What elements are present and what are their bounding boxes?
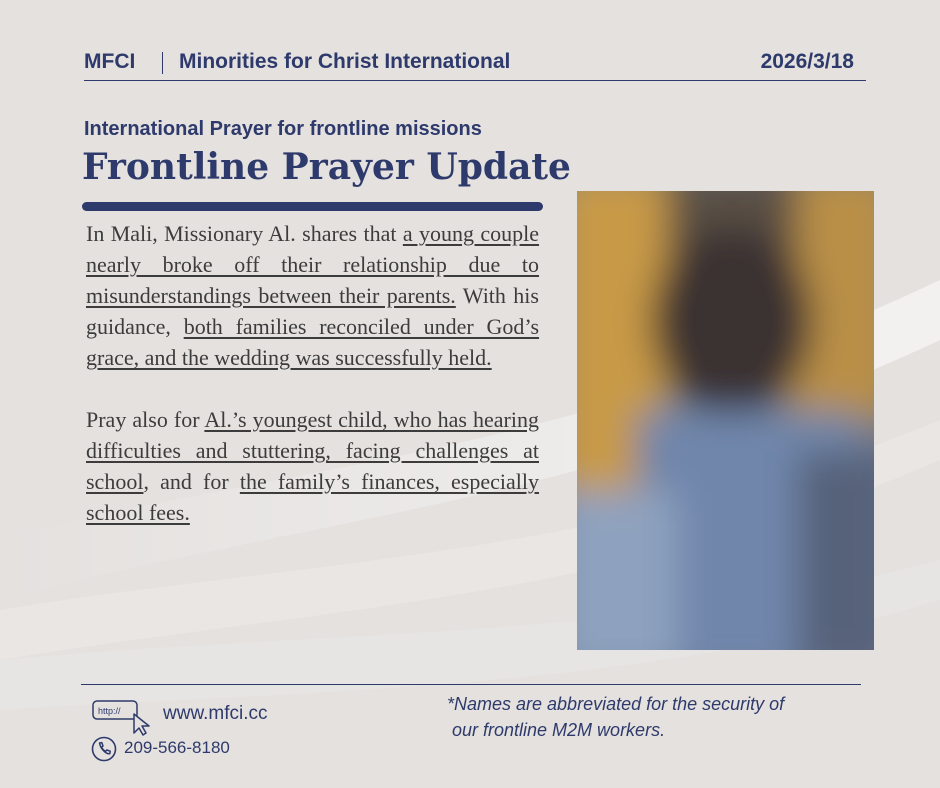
story-text: Pray also for <box>86 407 205 432</box>
story-body <box>86 218 539 528</box>
page-title: Frontline Prayer Update <box>82 146 571 188</box>
blurred-person-photo <box>577 191 874 650</box>
disclaimer-line-2: our frontline M2M workers. <box>452 720 666 740</box>
highlighted-text: a young couple nearly broke off their relationship due to misunderstandings between their parents. <box>86 221 540 308</box>
org-full-name: Minorities for Christ International <box>179 50 511 73</box>
story-text: , and for <box>143 469 240 494</box>
header-divider <box>162 52 163 74</box>
story-text: In Mali, Missionary Al. shares that <box>86 221 403 246</box>
phone-number[interactable]: 209-566-8180 <box>124 738 230 757</box>
publish-date: 2026/3/18 <box>760 50 854 73</box>
website-icon <box>92 700 154 741</box>
org-abbreviation: MFCI <box>84 50 136 73</box>
story-text: With his guidance, <box>86 283 539 339</box>
svg-text:http://: http:// <box>98 706 121 716</box>
highlighted-text: the family’s finances, especially school fees. <box>86 469 540 525</box>
highlighted-text: both families reconciled under God’s grace, and the wedding was successfully held. <box>86 314 540 370</box>
footer-divider <box>81 684 861 685</box>
website-link[interactable]: www.mfci.cc <box>163 703 268 724</box>
highlighted-text: Al.’s youngest child, who has hearing difficulties and stuttering, facing challenges at school <box>86 407 539 494</box>
subtitle: International Prayer for frontline missions <box>84 118 482 140</box>
disclaimer-line-1: *Names are abbreviated for the security of <box>447 694 785 714</box>
story-paragraph-2 <box>86 404 539 528</box>
title-underline-bar <box>82 202 543 211</box>
security-disclaimer <box>447 691 867 743</box>
story-paragraph-1 <box>86 218 539 373</box>
header-bar <box>84 48 866 81</box>
phone-icon <box>91 736 117 767</box>
